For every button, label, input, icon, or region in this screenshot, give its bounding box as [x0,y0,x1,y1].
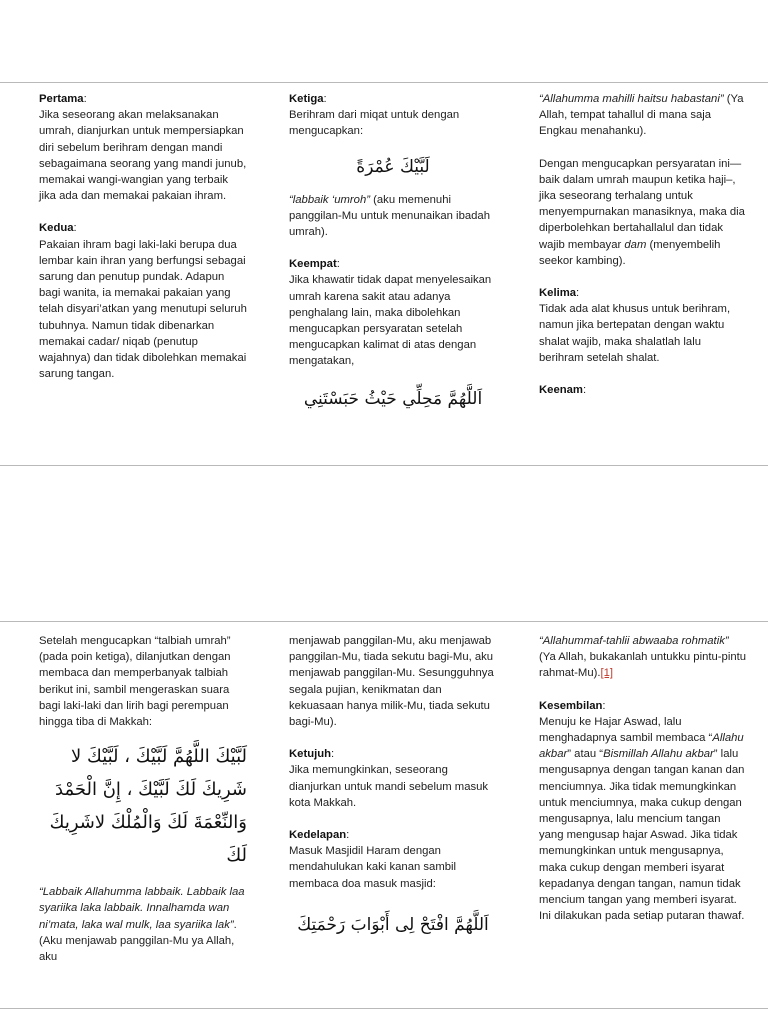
arabic-labbaik-umrah: لَبَّيْكَ عُمْرَةً [356,156,430,177]
bottom-page-top-rule [0,621,768,622]
step-keenam: Keenam: [539,384,587,397]
talbiah-intro: Setelah mengucapkan “talbiah umrah” (pada poin ketiga), dilanjutkan dengan membaca dan memperbanyak talbiah berikut ini, sambil mengeraskan suara bagi laki-laki dan lirih bagi perempuan hingga tiba di Makkah: [39,635,231,729]
step-heading: Keempat [289,258,337,271]
step-body: Pakaian ihram bagi laki-laki berupa dua lembar kain ihran yang berfungsi sebagai sarung dan penutup pundak. Adapun bagi wanita, ia memakai pakaian yang telah disyari’atkan yang menutupi seluruh tubuhnya. Namun tidak dibenarkan memakai cadar/ niqab (penutup wajahnya) dan tidak dibolehkan memakai sarung tangan. [39,238,247,381]
step-kelima: Kelima: Tidak ada alat khusus untuk berihram, namun jika bertepatan dengan waktu shalat wajib, maka shalatlah lalu berihram setelah shalat. [539,287,731,364]
footnote-link[interactable]: [1] [600,667,614,680]
arabic-masuk-masjid-doa: اَللَّهُمَّ افْتَحْ لِى أَبْوَابَ رَحْمَتِكَ [297,914,489,935]
persyaratan-paragraph [539,156,747,269]
step-body: Menuju ke Hajar Aswad, lalu menghadapnya sambil membaca “ [539,715,713,745]
transliteration-paragraph [289,192,497,241]
step-kedua: Kedua: Pakaian ihram bagi laki-laki berupa dua lembar kain ihran yang berfungsi sebagai sarung dan penutup pundak. Adapun bagi wanita, ia memakai pakaian yang telah disyari’atkan yang menutupi seluruh tubuhnya. Namun tidak dibenarkan memakai cadar/ niqab (penutup wajahnya) dan tidak dibolehkan memakai sarung tangan. [39,222,247,381]
transliteration-paragraph [39,884,247,965]
step-body: Masuk Masjidil Haram dengan mendahulukan kaki kanan sambil membaca doa masuk masjid: [289,845,457,890]
bottom-column-1 [39,633,247,965]
step-pertama: Pertama: Jika seseorang akan melaksanakan umrah, dianjurkan untuk mempersiapkan diri sebelum berihram dengan mandi sebagaimana seorang yang mandi junub, memakai wangi-wangian yang terbaik jika ada dan memakai pakaian ihram. [39,93,247,203]
step-ketiga: Ketiga: Berihram dari miqat untuk dengan mengucapkan: [289,93,460,138]
paragraph-text: Dengan mengucapkan persyaratan ini—baik dalam umrah maupun ketika haji–, jika seseorang terhalang untuk menyempurnakan manasiknya, maka dia diperbolehkan bertahallalul dan tidak wajib membayar [539,157,745,251]
transliteration-text: “Allahumma mahilli haitsu habastani” [539,93,724,105]
step-heading: Kedelapan [289,829,347,842]
step-kesembilan: Kesembilan: Menuju ke Hajar Aswad, lalu menghadapnya sambil membaca “Allahu akbar” atau “Bismillah Allahu akbar” lalu mengusapnya dengan tangan kanan dan menciumnya. Jika tidak memungkinkan untuk menciumnya, maka cukup dengan mengusapnya, lalu mencium tangan yang mengusap hajar Aswad. Jika tidak memungkinkan untuk mengusapnya, maka cukup dengan memberi isyarat kepadanya dengan tangan, namun tidak mencium tangan yang memberi isyarat. Ini dilakukan pada setiap putaran thawaf. [539,699,745,923]
step-heading: Pertama [39,93,84,105]
step-heading: Keenam [539,384,583,397]
transliteration-text: “Labbaik Allahumma labbaik. Labbaik laa syariika laka labbaik. Innalhamda wan ni’mata, laka wal mulk, laa syariika lak” [39,886,245,931]
step-body: ” lalu mengusapnya dengan tangan kanan dan menciumnya. Jika tidak memungkinkan untuk menciumnya, maka cukup dengan mengusapnya, lalu mencium tangan yang mengusap hajar Aswad. Jika tidak memungkinkan untuk mengusapnya, maka cukup dengan memberi isyarat kepadanya dengan tangan, namun tidak mencium tangan yang memberi isyarat. Ini dilakukan pada setiap putaran thawaf. [539,748,745,923]
step-kedelapan: Kedelapan: Masuk Masjidil Haram dengan mendahulukan kaki kanan sambil membaca doa masuk masjid: [289,829,457,890]
bismillah-phrase: Bismillah Allahu akbar [603,748,714,761]
top-column-3 [539,91,747,398]
talbiah-translation-continued: menjawab panggilan-Mu, aku menjawab panggilan-Mu, tiada sekutu bagi-Mu, aku menjawab panggilan-Mu. Sesungguhnya segala pujian, kenikmatan dan kekuasaan hanya milik-Mu, tiada sekutu bagi-Mu). [289,635,494,729]
transliteration-paragraph [539,91,747,140]
step-body: ” atau “ [567,748,604,761]
step-ketujuh: Ketujuh: Jika memungkinkan, seseorang dianjurkan untuk mandi sebelum masuk kota Makkah. [289,748,489,809]
top-column-2 [289,91,497,430]
step-body: Jika seseorang akan melaksanakan umrah, dianjurkan untuk mempersiapkan diri sebelum berihram dengan mandi sebagaimana seorang yang mandi junub, memakai wangi-wangian yang terbaik jika ada dan memakai pakaian ihram. [39,109,247,203]
bottom-column-2 [289,633,497,956]
translation-text: . (Aku menjawab panggilan-Mu ya Allah, aku [39,918,237,964]
paragraph-text: (menyembelih seekor kambing). [539,238,721,267]
step-heading: Ketiga [289,93,324,105]
transliteration-paragraph [539,633,747,682]
top-page-bottom-rule [0,465,768,466]
transliteration-text: “labbaik ‘umroh” [289,193,370,206]
step-body: Jika khawatir tidak dapat menyelesaikan umrah karena sakit atau adanya penghalang lain, maka dibolehkan mengucapkan persyaratan setelah mengucapkan kalimat di atas dengan mengatakan, [289,274,492,368]
bottom-page-bottom-rule [0,1008,768,1009]
step-body: Jika memungkinkan, seseorang dianjurkan untuk mandi sebelum masuk kota Makkah. [289,764,489,809]
bottom-column-3 [539,633,747,924]
translation-text: (Ya Allah, tempat tahallul di mana saja Engkau menahanku). [539,93,744,138]
translation-text: (aku memenuhi panggilan-Mu untuk menunaikan ibadah umrah). [289,193,490,239]
step-heading: Kedua [39,222,74,235]
arabic-talbiah: لَبَّيْكَ اللَّهُمَّ لَبَّيْكَ ، لَبَّيْكَ لا شَرِيكَ لَكَ لَبَّيْكَ ، إِنَّ الْحَمْدَ وَالنِّعْمَةَ لَكَ وَالْمُلْكَ لاشَرِيكَ لَكَ [49,746,247,867]
transliteration-text: “Allahummaf-tahlii abwaaba rohmatik” [539,635,729,647]
step-heading: Ketujuh [289,748,332,761]
arabic-allahumma-mahilli: اَللَّهُمَّ مَحِلِّي حَيْثُ حَبَسْتَنِي [303,388,483,409]
takbir-phrase: Allahu akbar [539,732,744,761]
step-heading: Kelima [539,287,577,300]
dam-term: dam [624,238,647,251]
top-page-top-rule [0,82,768,83]
step-heading: Kesembilan [539,699,603,712]
translation-text: (Ya Allah, bukakanlah untukku pintu-pintu rahmat-Mu). [539,651,747,680]
top-column-1 [39,91,247,382]
step-body: Tidak ada alat khusus untuk berihram, namun jika bertepatan dengan waktu shalat wajib, maka shalatlah lalu berihram setelah shalat. [539,303,731,364]
step-keempat: Keempat: Jika khawatir tidak dapat menyelesaikan umrah karena sakit atau adanya penghalang lain, maka dibolehkan mengucapkan persyaratan setelah mengucapkan kalimat di atas dengan mengatakan, [289,258,492,368]
step-body: Berihram dari miqat untuk dengan mengucapkan: [289,109,460,138]
